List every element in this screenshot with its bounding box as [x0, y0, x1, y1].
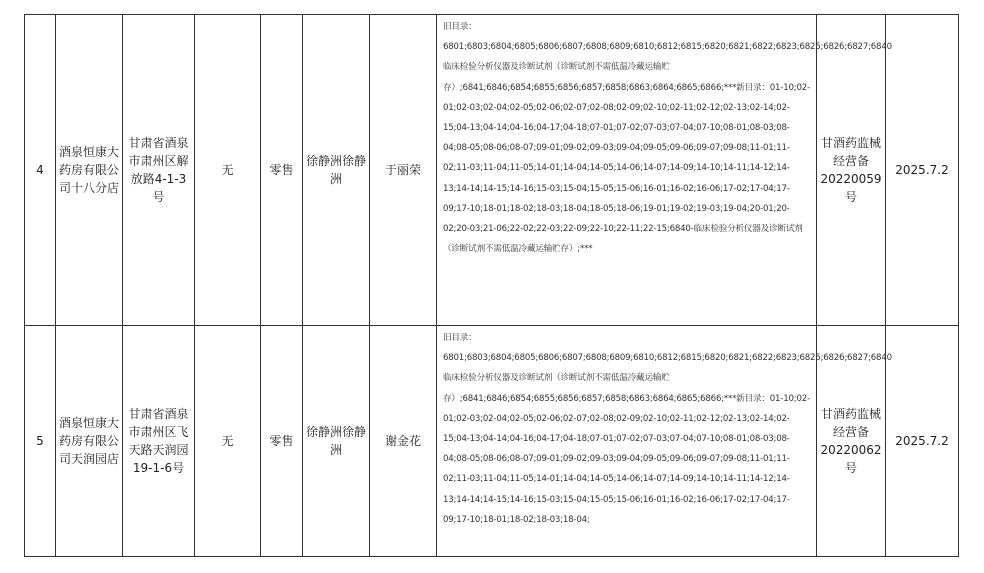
quality-manager: 谢金花	[370, 326, 437, 557]
registry-sheet	[24, 14, 958, 558]
legal-person: 徐静洲徐静洲	[303, 326, 370, 557]
record-date: 2025.7.2	[886, 15, 959, 326]
legal-person: 徐静洲徐静洲	[303, 15, 370, 326]
registry-table	[24, 14, 959, 557]
company-address: 甘肃省酒泉市肃州区飞天路天润园19-1-6号	[123, 326, 195, 557]
warehouse-address: 无	[195, 326, 261, 557]
record-number: 甘酒药监械经营备20220059号	[817, 15, 886, 326]
company-name: 酒泉恒康大药房有限公司天润园店	[56, 326, 123, 557]
row-index: 4	[25, 15, 56, 326]
business-mode: 零售	[261, 15, 303, 326]
company-name: 酒泉恒康大药房有限公司十八分店	[56, 15, 123, 326]
record-date: 2025.7.2	[886, 326, 959, 557]
business-mode: 零售	[261, 326, 303, 557]
table-row	[25, 15, 959, 326]
record-number: 甘酒药监械经营备20220062号	[817, 326, 886, 557]
business-scope: 旧目录：6801;6803;6804;6805;6806;6807;6808;6809;6810;6812;6815;6820;6821;6822;6823;6825;6826;6827;6840 临床检验分析仪器及诊断试剂（诊断试剂不需低温冷藏运输贮存）;6841;6846;6854;6855;6856;6857;6858;6863;6864;6865;6866;***新目录：01-10;02-01;02-03;02-04;02-05;02-06;02-07;02-08;02-09;02-10;02-11;02-12;02-13;02-14;02-15;04-13;04-14;04-16;04-17;04-18;07-01;07-02;07-03;07-04;07-10;08-01;08-03;08-04;08-05;08-06;08-07;09-01;09-02;09-03;09-04;09-05;09-06;09-07;09-08;11-01;11-02;11-03;11-04;11-05;14-01;14-04;14-05;14-06;14-07;14-09;14-10;14-11;14-12;14-13;14-14;14-15;14-16;15-03;15-04;15-05;15-06;16-01;16-02;16-06;17-02;17-04;17-09;17-10;18-01;18-02;18-03;18-04;	[437, 326, 817, 557]
quality-manager: 于丽荣	[370, 15, 437, 326]
company-address: 甘肃省酒泉市肃州区解放路4-1-3号	[123, 15, 195, 326]
warehouse-address: 无	[195, 15, 261, 326]
row-index: 5	[25, 326, 56, 557]
business-scope: 旧目录：6801;6803;6804;6805;6806;6807;6808;6809;6810;6812;6815;6820;6821;6822;6823;6825;6826;6827;6840 临床检验分析仪器及诊断试剂（诊断试剂不需低温冷藏运输贮存）;6841;6846;6854;6855;6856;6857;6858;6863;6864;6865;6866;***新目录：01-10;02-01;02-03;02-04;02-05;02-06;02-07;02-08;02-09;02-10;02-11;02-12;02-13;02-14;02-15;04-13;04-14;04-16;04-17;04-18;07-01;07-02;07-03;07-04;07-10;08-01;08-03;08-04;08-05;08-06;08-07;09-01;09-02;09-03;09-04;09-05;09-06;09-07;09-08;11-01;11-02;11-03;11-04;11-05;14-01;14-04;14-05;14-06;14-07;14-09;14-10;14-11;14-12;14-13;14-14;14-15;14-16;15-03;15-04;15-05;15-06;16-01;16-02;16-06;17-02;17-04;17-09;17-10;18-01;18-02;18-03;18-04;18-05;18-06;19-01;19-02;19-03;19-04;20-01;20-02;20-03;21-06;22-02;22-03;22-09;22-10;22-11;22-15;6840-临床检验分析仪器及诊断试剂（诊断试剂不需低温冷藏运输贮存）;***	[437, 15, 817, 326]
table-row	[25, 326, 959, 557]
